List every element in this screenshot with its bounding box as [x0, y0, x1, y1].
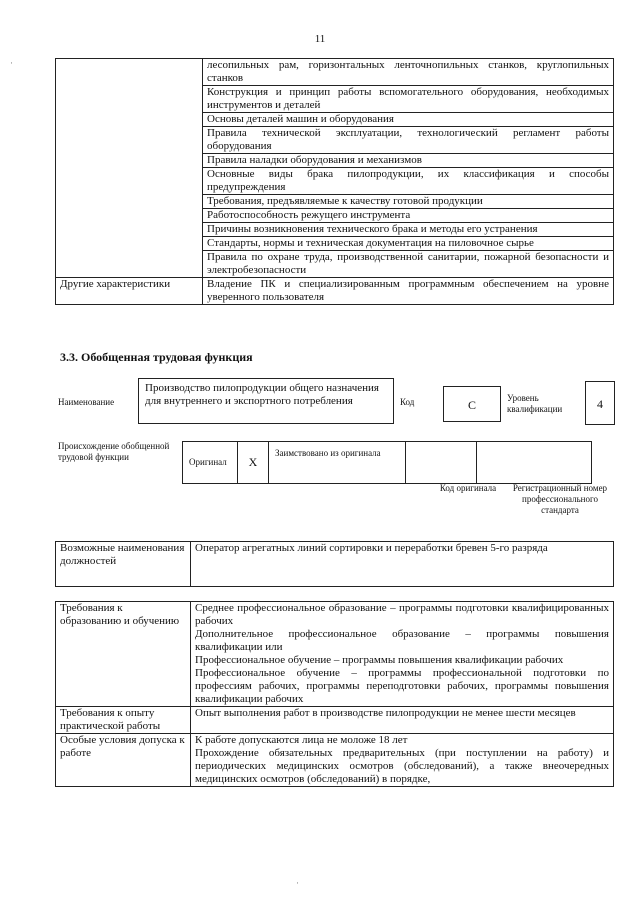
other-characteristics-label: Другие характеристики — [56, 278, 203, 305]
name-label: Наименование — [58, 397, 115, 407]
origin-code-cell — [406, 442, 477, 484]
knowledge-item: Основные виды брака пилопродукции, их классификация и способы предупреждения — [203, 168, 614, 195]
section-title: 3.3. Обобщенная трудовая функция — [60, 350, 253, 364]
function-name: Производство пилопродукции общего назначения для внутреннего и экспортного потребления — [138, 378, 394, 424]
knowledge-item: Конструкция и принцип работы вспомогательного оборудования, необходимых инструментов и деталей — [203, 86, 614, 113]
code-caption: Код оригинала — [439, 483, 497, 493]
knowledge-item: Стандарты, нормы и техническая документация на пиловочное сырье — [203, 237, 614, 251]
positions-table — [55, 541, 614, 587]
admission-label: Особые условия допуска к работе — [56, 734, 191, 787]
experience-value: Опыт выполнения работ в производстве пилопродукции не менее шести месяцев — [191, 707, 614, 734]
education-item: Профессиональное обучение – программы повышения квалификации рабочих — [195, 654, 564, 666]
education-item: Профессиональное обучение – программы профессиональной подготовки по профессиям рабочих, программы переподготовки рабочих, программы повышения квалификации рабочих — [195, 667, 609, 705]
positions-label: Возможные наименования должностей — [56, 542, 191, 587]
original-label: Оригинал — [183, 442, 238, 484]
other-characteristics-value: Владение ПК и специализированным программным обеспечением на уровне уверенного пользователя — [203, 278, 614, 305]
borrowed-label: Заимствовано из оригинала — [269, 442, 406, 484]
knowledge-item: Правила технической эксплуатации, технологический регламент работы оборудования — [203, 127, 614, 154]
knowledge-item: Правила наладки оборудования и механизмов — [203, 154, 614, 168]
knowledge-item: Основы деталей машин и оборудования — [203, 113, 614, 127]
registration-number-cell — [477, 442, 592, 484]
footer-mark: · — [296, 878, 299, 888]
knowledge-left-cell — [56, 59, 203, 278]
requirements-table — [55, 601, 614, 787]
education-label: Требования к образованию и обучению — [56, 602, 191, 707]
knowledge-item: Правила по охране труда, производственной санитарии, пожарной безопасности и электробезопасности — [203, 251, 614, 278]
origin-table — [182, 441, 592, 484]
function-code: C — [443, 386, 501, 422]
education-item: Среднее профессиональное образование – программы подготовки квалифицированных рабочих — [195, 602, 609, 627]
origin-label: Происхождение обобщенной трудовой функции — [58, 441, 170, 462]
admission-item: К работе допускаются лица не моложе 18 лет — [195, 734, 408, 746]
experience-label: Требования к опыту практической работы — [56, 707, 191, 734]
knowledge-item: Работоспособность режущего инструмента — [203, 209, 614, 223]
admission-item: Прохождение обязательных предварительных (при поступлении на работу) и периодических медицинских осмотров (обследований), а также внеочередных медицинских осмотров (обследований) в порядке, — [195, 747, 609, 785]
page-number: 11 — [314, 33, 326, 45]
education-item: Дополнительное профессиональное образование – программы повышения квалификации или — [195, 628, 609, 653]
level-label: Уровень квалификации — [507, 393, 563, 414]
qualification-level: 4 — [585, 381, 615, 425]
margin-mark: · — [10, 58, 13, 68]
registration-caption: Регистрационный номер профессионального стандарта — [512, 483, 608, 515]
knowledge-item: Требования, предъявляемые к качеству готовой продукции — [203, 195, 614, 209]
positions-value: Оператор агрегатных линий сортировки и переработки бревен 5-го разряда — [191, 542, 614, 587]
original-mark: X — [238, 442, 269, 484]
admission-value — [191, 734, 614, 787]
knowledge-table — [55, 58, 614, 305]
education-value — [191, 602, 614, 707]
knowledge-item: Причины возникновения технического брака и методы его устранения — [203, 223, 614, 237]
knowledge-item: лесопильных рам, горизонтальных ленточнопильных станков, круглопильных станков — [203, 59, 614, 86]
code-label: Код — [400, 397, 415, 407]
